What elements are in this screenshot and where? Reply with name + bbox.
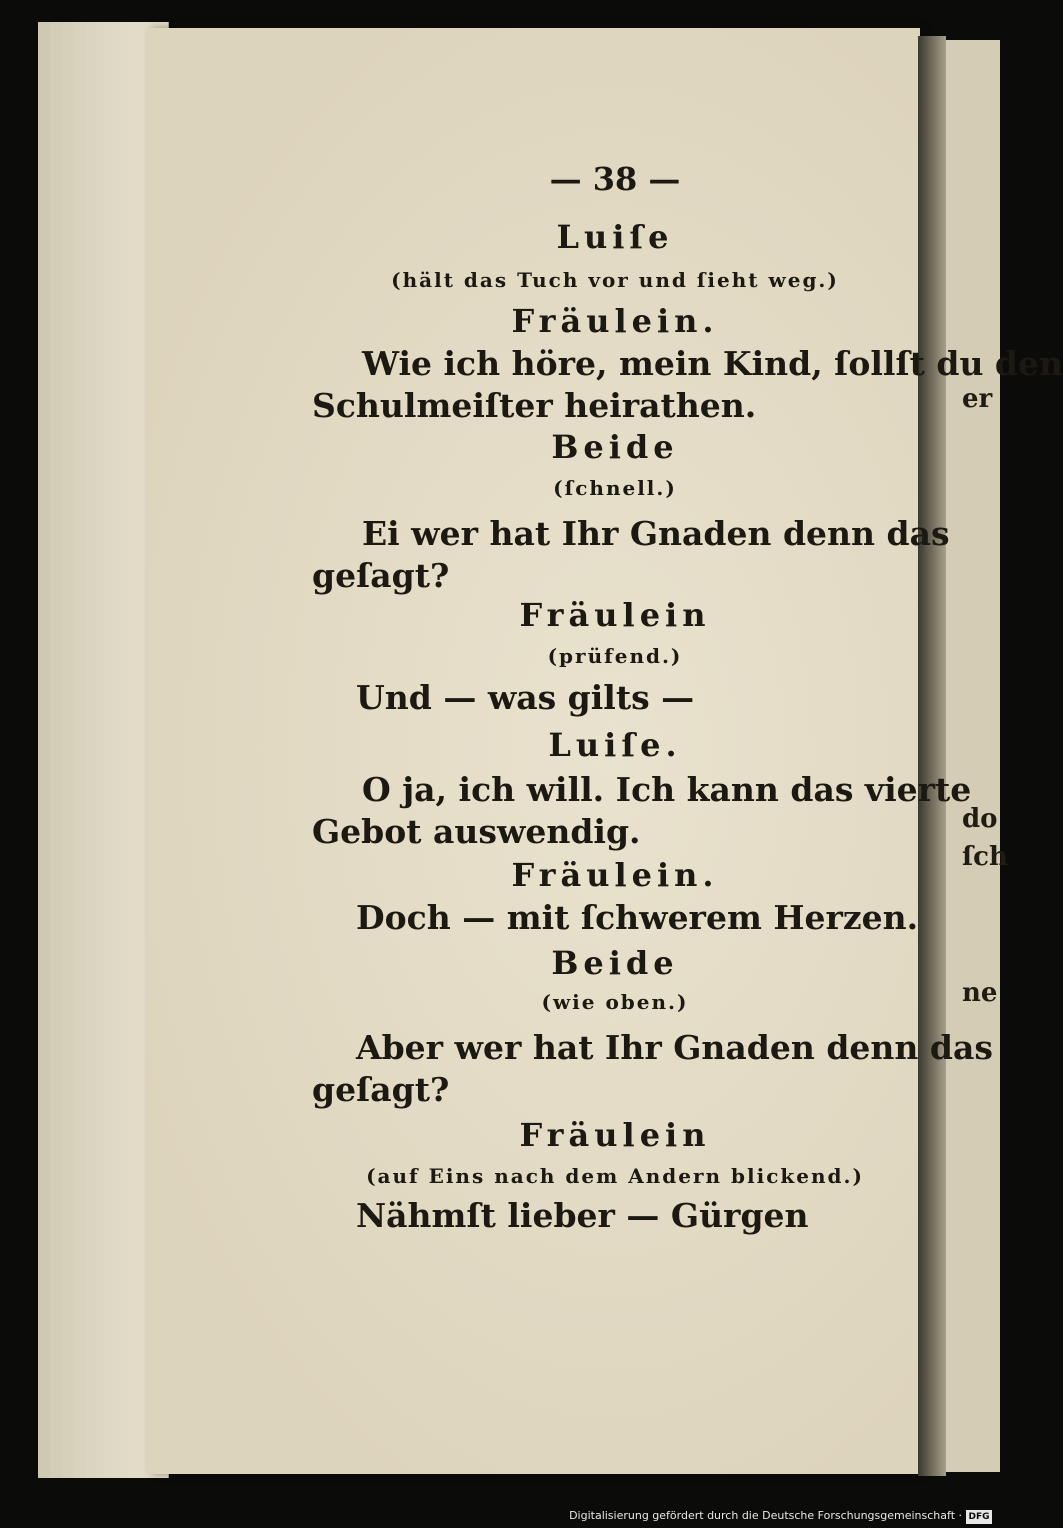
- stage-direction: (prüfend.): [547, 644, 683, 668]
- dialogue-line: Nähmſt lieber — Gürgen: [356, 1196, 809, 1235]
- dialogue-line: Schulmeiſter heirathen.: [312, 386, 757, 425]
- speaker-heading: Beide: [551, 944, 679, 982]
- next-page-edge: [946, 40, 1000, 1472]
- speaker-heading: Luiſe: [556, 218, 674, 256]
- dialogue-line: Aber wer hat Ihr Gnaden denn das: [356, 1028, 993, 1067]
- dialogue-line: Doch — mit ſchwerem Herzen.: [356, 898, 919, 937]
- next-page-fragment: ne: [962, 978, 998, 1008]
- stage-direction: (wie oben.): [541, 990, 689, 1014]
- dialogue-line: Gebot auswendig.: [312, 812, 641, 851]
- speaker-heading: Fräulein.: [511, 302, 719, 340]
- next-page-fragment: ſch: [962, 842, 1008, 872]
- dialogue-line: O ja, ich will. Ich kann das vierte: [362, 770, 972, 809]
- dialogue-line: Und — was gilts —: [356, 678, 695, 717]
- dfg-logo: DFG: [966, 1510, 992, 1524]
- next-page-fragment: er: [962, 384, 993, 414]
- next-page-fragment: do: [962, 804, 998, 834]
- speaker-heading: Fräulein.: [511, 856, 719, 894]
- dialogue-line: geſagt?: [312, 1070, 450, 1109]
- page-number: — 38 —: [549, 160, 681, 198]
- speaker-heading: Fräulein: [519, 596, 711, 634]
- stage-direction: (auf Eins nach dem Andern blickend.): [366, 1164, 864, 1188]
- speaker-heading: Beide: [551, 428, 679, 466]
- stage-direction: (hält das Tuch vor und ſieht weg.): [391, 268, 839, 292]
- dialogue-line: Ei wer hat Ihr Gnaden denn das: [362, 514, 950, 553]
- dialogue-line: geſagt?: [312, 556, 450, 595]
- dialogue-line: Wie ich höre, mein Kind, ſollſt du den: [362, 344, 1063, 383]
- digitization-credit: Digitalisierung gefördert durch die Deutsche Forschungsgemeinschaft ·: [569, 1509, 962, 1522]
- speaker-heading: Luiſe.: [548, 726, 682, 764]
- speaker-heading: Fräulein: [519, 1116, 711, 1154]
- book-gutter: [918, 36, 946, 1476]
- stage-direction: (ſchnell.): [553, 476, 677, 500]
